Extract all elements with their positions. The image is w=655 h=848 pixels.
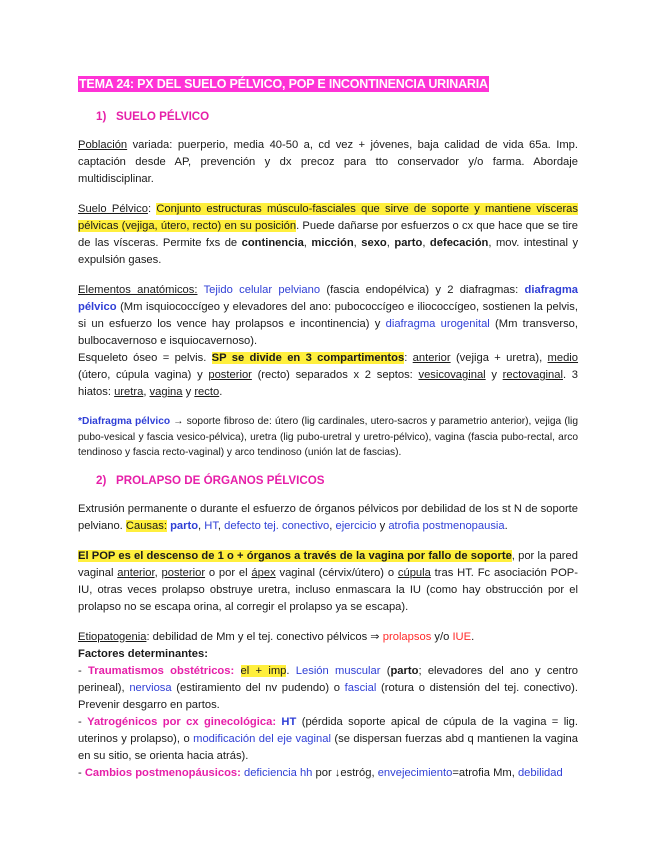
text-span: o por el [205,566,252,579]
text-span: (fascia endopélvica) y 2 diafragmas: [320,284,525,296]
factores-heading [78,646,578,663]
bold-term: parto [390,664,419,677]
blue-term: Tejido celular pelviano [203,284,321,296]
paragraph-etiopatogenia [78,629,578,646]
text-span: y [376,519,389,532]
blue-term: defecto tej. conectivo [224,519,330,532]
blue-term: HT [204,519,218,532]
text-span: =atrofia Mm, [452,766,518,779]
paragraph-esqueleto-oseo [78,350,578,401]
text-span: vaginal (cérvix/útero) o [275,566,398,579]
text-span: : debilidad de Mm y el tej. conectivo pélvicos ⇒ [146,630,383,643]
text-span: , [303,237,312,249]
underlined-term: vesicovaginal [418,369,486,381]
document-title [78,76,578,94]
text-span: , [386,237,395,249]
underlined-term: vagina [149,386,183,398]
term-label: Etiopatogenia [78,630,147,643]
note-diafragma-pelvico [78,414,578,461]
text-span: . [504,519,508,532]
bold-heading: Factores determinantes [78,647,205,660]
underlined-term: recto [194,386,220,398]
blue-term: atrofia postmenopausia [388,519,505,532]
bold-blue-term: HT [281,715,297,728]
pink-label: Cambios postmenopáusicos: [84,766,241,779]
paragraph-elementos-anatomicos [78,282,578,350]
blue-term: deficiencia hh [243,766,313,779]
paragraph-poblacion [78,137,578,188]
text-span: . [219,386,223,398]
title-text: TEMA 24: PX DEL SUELO PÉLVICO, POP E INCONTINENCIA URINARIA [79,77,488,91]
blue-term: diafragma urogenital [385,318,490,330]
text-span: por ↓estróg, [312,766,378,779]
pink-label: Yatrogénicos por cx ginecológica: [87,715,277,728]
text-span: . [471,630,475,643]
blue-term: fascial [344,681,377,694]
text-span: , [422,237,430,249]
text-span: , mov. intestinal y expulsión gases. [78,237,579,266]
highlighted-text: el + imp [240,664,287,677]
underlined-term: anterior [412,352,451,364]
text-span: , [198,519,205,532]
text-span: , [154,566,162,579]
red-term: IUE [452,630,472,643]
text-span: (Mm transverso, bulbocavernoso e isquiocavernoso). [78,318,579,347]
blue-term: nerviosa [129,681,172,694]
term-label: Elementos anatómicos: [78,284,198,296]
list-item-postmenopausicos [78,765,578,782]
text-span: y [182,386,195,398]
highlighted-bold-text: SP se divide en 3 compartimentos [211,352,405,364]
bold-blue-term: diafragma pélvico [78,284,578,313]
text-span: Extrusión permanente o durante el esfuerzo de órganos pélvicos por debilidad de los st N de soporte pelviano. [78,502,578,532]
text-span: ; elevadores del ano y centro perineal), [78,664,579,694]
highlighted-bold-definition: El POP es el descenso de 1 o + órganos a través de la vagina por fallo de soporte [78,549,512,562]
term-label: Suelo Pélvico [78,203,148,215]
bold-blue-term: parto [170,519,199,532]
text-span: ( [380,664,391,677]
text-span: y/o [431,630,453,643]
underlined-term: medio [547,352,579,364]
text-span: tras HT. Fc asociación POP-IU, otras veces prolapso obstruye uretra, incluso enmascara la IU (como hay obstrucción por el prolapso no se escapa orina, al corregir el prolapso ya se escapa). [78,566,578,613]
list-item-yatrogenicos [78,714,578,765]
section-number: 2) [96,473,107,487]
paragraph-pop-definition [78,548,578,616]
text-span: : [204,647,208,660]
underlined-term: posterior [208,369,252,381]
bold-term: sexo [361,237,387,249]
paragraph-text: variada: puerperio, media 40-50 a, cd vez + jóvenes, baja calidad de vida 65a. Imp. captación desde AP, prevención y dx precoz para tto conservador y/o farma. Abordaje multidisciplinar. [78,139,578,185]
text-span: . [286,664,296,677]
underlined-term: uretra [114,386,144,398]
text-span: (Mm isquiococcígeo y elevadores del ano: pubococcígeo e iliococcígeo, sostienen la pelvis, si un esfuerzo los vence hay prolapsos e incontinencia) y [78,301,578,330]
bold-term: defecación [429,237,489,249]
text-span: Esqueleto óseo = pelvis. [78,352,212,364]
text-span: (pérdida soporte apical de cúpula de la vagina = lig. uterinos y prolapso), o [78,715,578,745]
list-dash: - [78,766,85,779]
blue-term: envejecimiento [377,766,453,779]
text-span: . 3 hiatos: [78,369,578,398]
note-text: → soporte fibroso de: útero (lig cardinales, utero-sacros y parametrio anterior), vejiga (lig pubo-vesical y fascia vesico-pélvica), uretra (lig pubo-uretral y uretro-pélvico), vagina (fascia pubo-rectal, arco tendinoso y fascia recto-vaginal) y arco tendinoso (unión lat de fascias). [78,416,578,458]
underlined-term: rectovaginal [502,369,563,381]
section-heading-prolapso [96,472,578,489]
text-span: , [217,519,225,532]
highlighted-label: Causas: [125,519,167,532]
text-span: , [143,386,150,398]
term-label: Población [78,139,128,151]
paragraph-extrusion [78,501,578,535]
text-span: (recto) separados x 2 septos: [251,369,419,381]
section-label: PROLAPSO DE ÓRGANOS PÉLVICOS [116,473,325,487]
text-span: , [353,237,362,249]
underlined-term: anterior [117,566,155,579]
underlined-term: ápex [251,566,276,579]
list-dash: - [78,715,88,728]
text-span: . Puede dañarse por esfuerzos o cx que hace que se tire de las vísceras. Permite fxs de [78,220,579,249]
section-number: 1) [96,110,107,123]
text-span: , [329,519,336,532]
blue-term: debilidad [517,766,563,779]
text-span: (estiramiento del nv pudendo) o [171,681,345,694]
blue-term: modificación del eje vaginal [193,732,331,745]
bold-term: parto [394,237,423,249]
list-item-traumatismos [78,663,578,714]
text-span [234,665,240,677]
document-page [78,76,578,782]
text-span: y [485,369,503,381]
blue-term: ejercicio [335,519,377,532]
text-span: (vejiga + uretra), [450,352,548,364]
text-span: (se dispersan fuerzas abd q mantienen la vagina en su sitio, se orienta hacia atrás). [78,732,578,762]
red-term: prolapsos [382,630,432,643]
text-span: (útero, cúpula vagina) y [78,369,209,381]
section-heading-suelo-pelvico [96,108,578,125]
note-lead: *Diafragma pélvico [78,416,171,427]
highlighted-definition: Conjunto estructuras músculo-fasciales que sirve de soporte y mantiene vísceras pélvicas (vejiga, útero, recto) en su posición [78,203,578,232]
paragraph-suelo-pelvico [78,201,578,269]
text-span: : [404,352,413,364]
underlined-term: cúpula [397,566,431,579]
bold-term: continencia [241,237,304,249]
text-span: , por la pared vaginal [78,549,578,579]
list-dash: - [78,664,89,677]
underlined-term: posterior [161,566,206,579]
text-span: : [147,203,157,215]
pink-label: Traumatismos obstétricos: [88,664,235,677]
blue-term: Lesión muscular [295,664,381,677]
section-label: SUELO PÉLVICO [116,110,210,123]
bold-term: micción [311,237,354,249]
text-span: (rotura o distensión del tej. conectivo). Prevenir desgarro en partos. [78,681,578,711]
